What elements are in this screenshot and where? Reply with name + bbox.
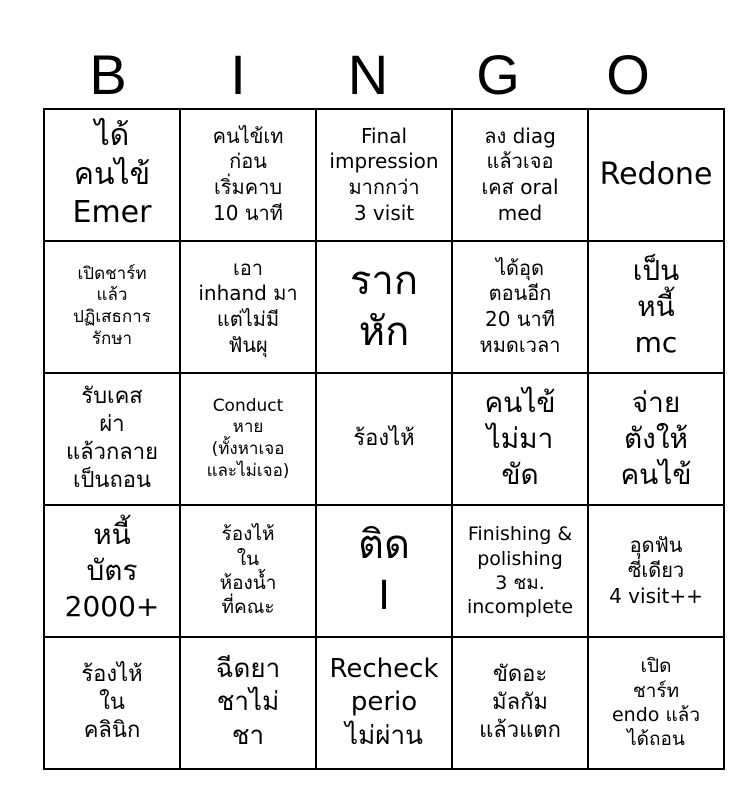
bingo-cell[interactable]: Recheck perio ไม่ผ่าน (316, 637, 452, 769)
header-letter-b: B (89, 43, 127, 106)
header-letter-g: G (476, 43, 520, 106)
bingo-cell[interactable]: คนไข้เท ก่อน เริ่มคาบ 10 นาที (180, 109, 316, 241)
header-letter-n: N (347, 43, 389, 106)
bingo-row (44, 505, 724, 637)
bingo-cell[interactable]: รับเคส ผ่า แล้วกลาย เป็นถอน (44, 373, 180, 505)
bingo-cell[interactable]: ลง diag แล้วเจอ เคส oral med (452, 109, 588, 241)
bingo-cell[interactable]: ร้องไห้ ใน ห้องน้ำ ที่คณะ (180, 505, 316, 637)
bingo-cell[interactable]: ราก หัก (316, 241, 452, 373)
bingo-cell[interactable]: Finishing & polishing 3 ชม. incomplete (452, 505, 588, 637)
bingo-row (44, 637, 724, 769)
bingo-cell[interactable]: ได้ คนไข้ Emer (44, 109, 180, 241)
bingo-cell[interactable]: Final impression มากกว่า 3 visit (316, 109, 452, 241)
bingo-cell[interactable]: หนี้ บัตร 2000+ (44, 505, 180, 637)
bingo-cell[interactable]: ขัดอะ มัลกัม แล้วแตก (452, 637, 588, 769)
bingo-cell[interactable]: Redone (588, 109, 724, 241)
bingo-cell[interactable]: ติด I (316, 505, 452, 637)
bingo-header (43, 44, 693, 106)
bingo-cell[interactable]: ฉีดยา ชาไม่ ชา (180, 637, 316, 769)
bingo-cell[interactable]: ได้อุด ตอนอีก 20 นาที หมดเวลา (452, 241, 588, 373)
bingo-cell[interactable]: จ่าย ตังให้ คนไข้ (588, 373, 724, 505)
bingo-row (44, 373, 724, 505)
bingo-cell[interactable]: เปิดชาร์ท แล้ว ปฏิเสธการ รักษา (44, 241, 180, 373)
bingo-cell[interactable]: เปิด ชาร์ท endo แล้ว ได้ถอน (588, 637, 724, 769)
bingo-board (43, 108, 725, 770)
bingo-cell[interactable]: Conduct หาย (ทั้งหาเจอ และไม่เจอ) (180, 373, 316, 505)
bingo-cell[interactable]: ร้องไห้ (316, 373, 452, 505)
bingo-cell[interactable]: อุดฟัน ซี่เดียว 4 visit++ (588, 505, 724, 637)
bingo-row (44, 109, 724, 241)
bingo-cell[interactable]: ร้องไห้ ใน คลินิก (44, 637, 180, 769)
bingo-row (44, 241, 724, 373)
header-letter-o: O (606, 43, 650, 106)
bingo-cell[interactable]: เอา inhand มา แต่ไม่มี ฟันผุ (180, 241, 316, 373)
bingo-cell[interactable]: คนไข้ ไม่มา ขัด (452, 373, 588, 505)
bingo-cell[interactable]: เป็น หนี้ mc (588, 241, 724, 373)
header-letter-i: I (230, 43, 246, 106)
